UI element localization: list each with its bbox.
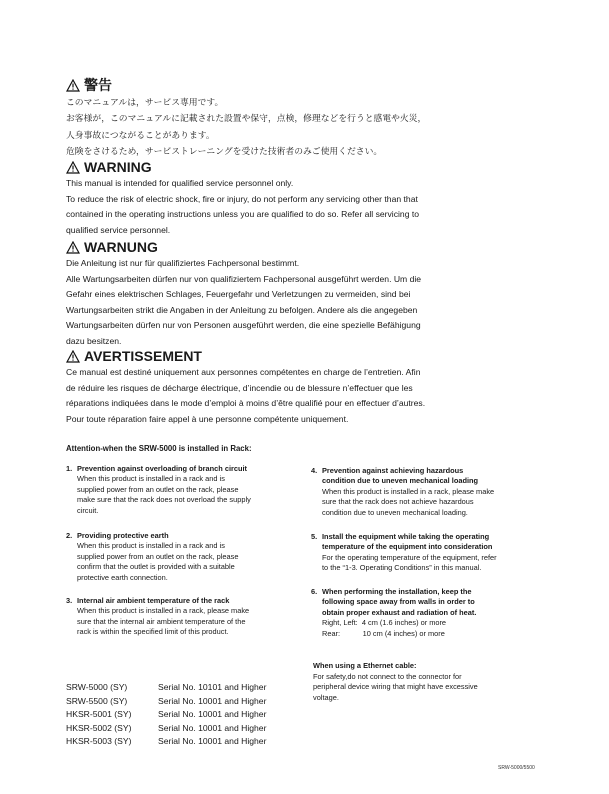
warning-triangle-icon bbox=[66, 161, 80, 174]
ethernet-cable-note bbox=[313, 661, 513, 703]
item-desc-line: When this product is installed in a rack and is bbox=[77, 474, 225, 484]
item-number: 3. bbox=[66, 596, 73, 605]
item-number: 5. bbox=[311, 532, 318, 541]
model-name: SRW-5500 (SY) bbox=[66, 695, 128, 706]
french-line: réparations indiquées dans le mode d’emploi à moins d’être qualifié pour en effectuer d’autres. bbox=[66, 398, 426, 409]
item-desc-line: Rear: 10 cm (4 inches) or more bbox=[322, 628, 445, 638]
item-desc-line: Right, Left: 4 cm (1.6 inches) or more bbox=[322, 618, 447, 628]
item-number: 6. bbox=[311, 587, 318, 596]
warning-section-japanese bbox=[66, 76, 506, 160]
item-desc-line: rack is within the specified limit of this product. bbox=[77, 627, 229, 637]
cable-note-title: When using a Ethernet cable: bbox=[313, 661, 417, 670]
item-desc-line: For the operating temperature of the equipment, refer bbox=[322, 552, 497, 562]
german-line: Gefahr eines elektrischen Schlages, Feuergefahr und Verletzungen zu vermeiden, sind bei bbox=[66, 289, 411, 300]
item-desc-line: When this product is installed in a rack and is bbox=[77, 541, 225, 551]
english-line: This manual is intended for qualified service personnel only. bbox=[66, 178, 294, 188]
english-line: qualified service personnel. bbox=[66, 224, 171, 235]
item-desc-line: to the “1-3. Operating Conditions” in this manual. bbox=[322, 563, 482, 573]
serial-range: Serial No. 10001 and Higher bbox=[158, 709, 267, 720]
item-desc-line: sure that the internal air ambient temperature of the bbox=[77, 616, 246, 626]
warning-triangle-icon bbox=[66, 79, 80, 92]
cable-note-line: For safety,do not connect to the connector for bbox=[313, 671, 462, 681]
rack-item-1 bbox=[66, 464, 306, 516]
item-number: 1. bbox=[66, 464, 73, 473]
model-name: SRW-5000 (SY) bbox=[66, 682, 128, 692]
item-title: Providing protective earth bbox=[77, 531, 169, 540]
serial-range: Serial No. 10001 and Higher bbox=[158, 695, 267, 706]
german-line: dazu besitzen. bbox=[66, 335, 122, 346]
french-line: Ce manual est destiné uniquement aux personnes compétentes en charge de l’entretien. Afin bbox=[66, 367, 421, 377]
french-line: Pour toute réparation faire appel à une personne compétente uniquement. bbox=[66, 413, 349, 424]
japanese-line: 人身事故につながることがあります。 bbox=[66, 129, 215, 140]
serial-list bbox=[66, 681, 266, 749]
rack-item-3 bbox=[66, 596, 306, 638]
item-title: Install the equipment while taking the operating bbox=[322, 532, 490, 541]
item-desc-line: circuit. bbox=[77, 505, 99, 515]
item-title: temperature of the equipment into consideration bbox=[322, 542, 493, 552]
item-desc-line: confirm that the outlet is provided with a suitable bbox=[77, 562, 235, 572]
english-line: To reduce the risk of electric shock, fire or injury, do not perform any servicing other than that bbox=[66, 193, 418, 204]
item-desc-line: sure that the rack does not achieve hazardous bbox=[322, 497, 474, 507]
german-heading: WARNUNG bbox=[84, 239, 158, 255]
item-title: condition due to uneven mechanical loading bbox=[322, 476, 479, 486]
german-line: Die Anleitung ist nur für qualifiziertes Fachpersonal bestimmt. bbox=[66, 258, 300, 268]
warning-triangle-icon bbox=[66, 241, 80, 254]
item-desc-line: supplied power from an outlet on the rack, please bbox=[77, 484, 239, 494]
page-footer: SRW-5000/5500 bbox=[498, 765, 535, 771]
serial-range: Serial No. 10101 and Higher bbox=[158, 682, 267, 692]
item-desc-line: condition due to uneven mechanical loading. bbox=[322, 507, 468, 517]
serial-row bbox=[66, 708, 266, 722]
model-name: HKSR-5003 (SY) bbox=[66, 736, 132, 747]
serial-row bbox=[66, 735, 266, 749]
french-line: de réduire les risques de décharge électrique, d’incendie ou de blessure n’effectuer que les bbox=[66, 382, 413, 393]
rack-item-2 bbox=[66, 531, 306, 583]
item-desc-line: When this product is installed in a rack, please make bbox=[322, 486, 495, 496]
cable-note-line: peripheral device wiring that might have excessive bbox=[313, 682, 478, 692]
japanese-line: 危険をさけるため，サービストレーニングを受けた技術者のみご使用ください。 bbox=[66, 146, 383, 157]
serial-range: Serial No. 10001 and Higher bbox=[158, 722, 267, 733]
item-title: Internal air ambient temperature of the rack bbox=[77, 596, 230, 605]
cable-note-line: voltage. bbox=[313, 692, 339, 702]
rack-item-6 bbox=[311, 587, 556, 639]
serial-row bbox=[66, 695, 266, 709]
item-title: When performing the installation, keep the bbox=[322, 587, 472, 596]
german-line: Wartungsarbeiten dürfen nur von Personen ausgeführt werden, die eine spezielle Befähigung bbox=[66, 320, 421, 331]
english-heading: WARNING bbox=[84, 159, 152, 175]
item-number: 2. bbox=[66, 531, 73, 540]
item-title: following space away from walls in order to bbox=[322, 597, 475, 607]
serial-row bbox=[66, 681, 266, 695]
rack-item-5 bbox=[311, 532, 556, 574]
rack-item-4 bbox=[311, 466, 556, 518]
warning-triangle-icon bbox=[66, 350, 80, 363]
item-title: Prevention against overloading of branch circuit bbox=[77, 464, 248, 473]
item-desc-line: make sure that the rack does not overload the supply bbox=[77, 495, 251, 505]
warning-section-german bbox=[66, 238, 506, 350]
model-name: HKSR-5002 (SY) bbox=[66, 722, 132, 733]
warning-section-french bbox=[66, 347, 506, 427]
serial-range: Serial No. 10001 and Higher bbox=[158, 736, 267, 747]
item-desc-line: When this product is installed in a rack, please make bbox=[77, 606, 250, 616]
french-heading: AVERTISSEMENT bbox=[84, 348, 202, 364]
japanese-heading: 警告 bbox=[84, 77, 112, 93]
japanese-line: このマニュアルは，サービス専用です。 bbox=[66, 97, 224, 107]
german-line: Wartungsarbeiten strikt die Angaben in der Anleitung zu befolgen. Andere als die angegeben bbox=[66, 304, 418, 315]
item-title: Prevention against achieving hazardous bbox=[322, 466, 464, 475]
english-line: contained in the operating instructions unless you are qualified to do so. Refer all servicing to bbox=[66, 209, 420, 220]
japanese-line: お客様が，このマニュアルに記載された設置や保守，点検，修理などを行うと感電や火災， bbox=[66, 113, 427, 124]
item-number: 4. bbox=[311, 466, 318, 475]
serial-row bbox=[66, 722, 266, 736]
item-desc-line: supplied power from an outlet on the rack, please bbox=[77, 551, 239, 561]
model-name: HKSR-5001 (SY) bbox=[66, 709, 132, 720]
attention-title: Attention-when the SRW-5000 is installed in Rack: bbox=[66, 444, 252, 453]
warning-section-english bbox=[66, 158, 506, 238]
item-title: obtain proper exhaust and radiation of heat. bbox=[322, 607, 477, 617]
german-line: Alle Wartungsarbeiten dürfen nur von qualifiziertem Fachpersonal ausgeführt werden. Um die bbox=[66, 273, 422, 284]
item-desc-line: protective earth connection. bbox=[77, 572, 168, 582]
